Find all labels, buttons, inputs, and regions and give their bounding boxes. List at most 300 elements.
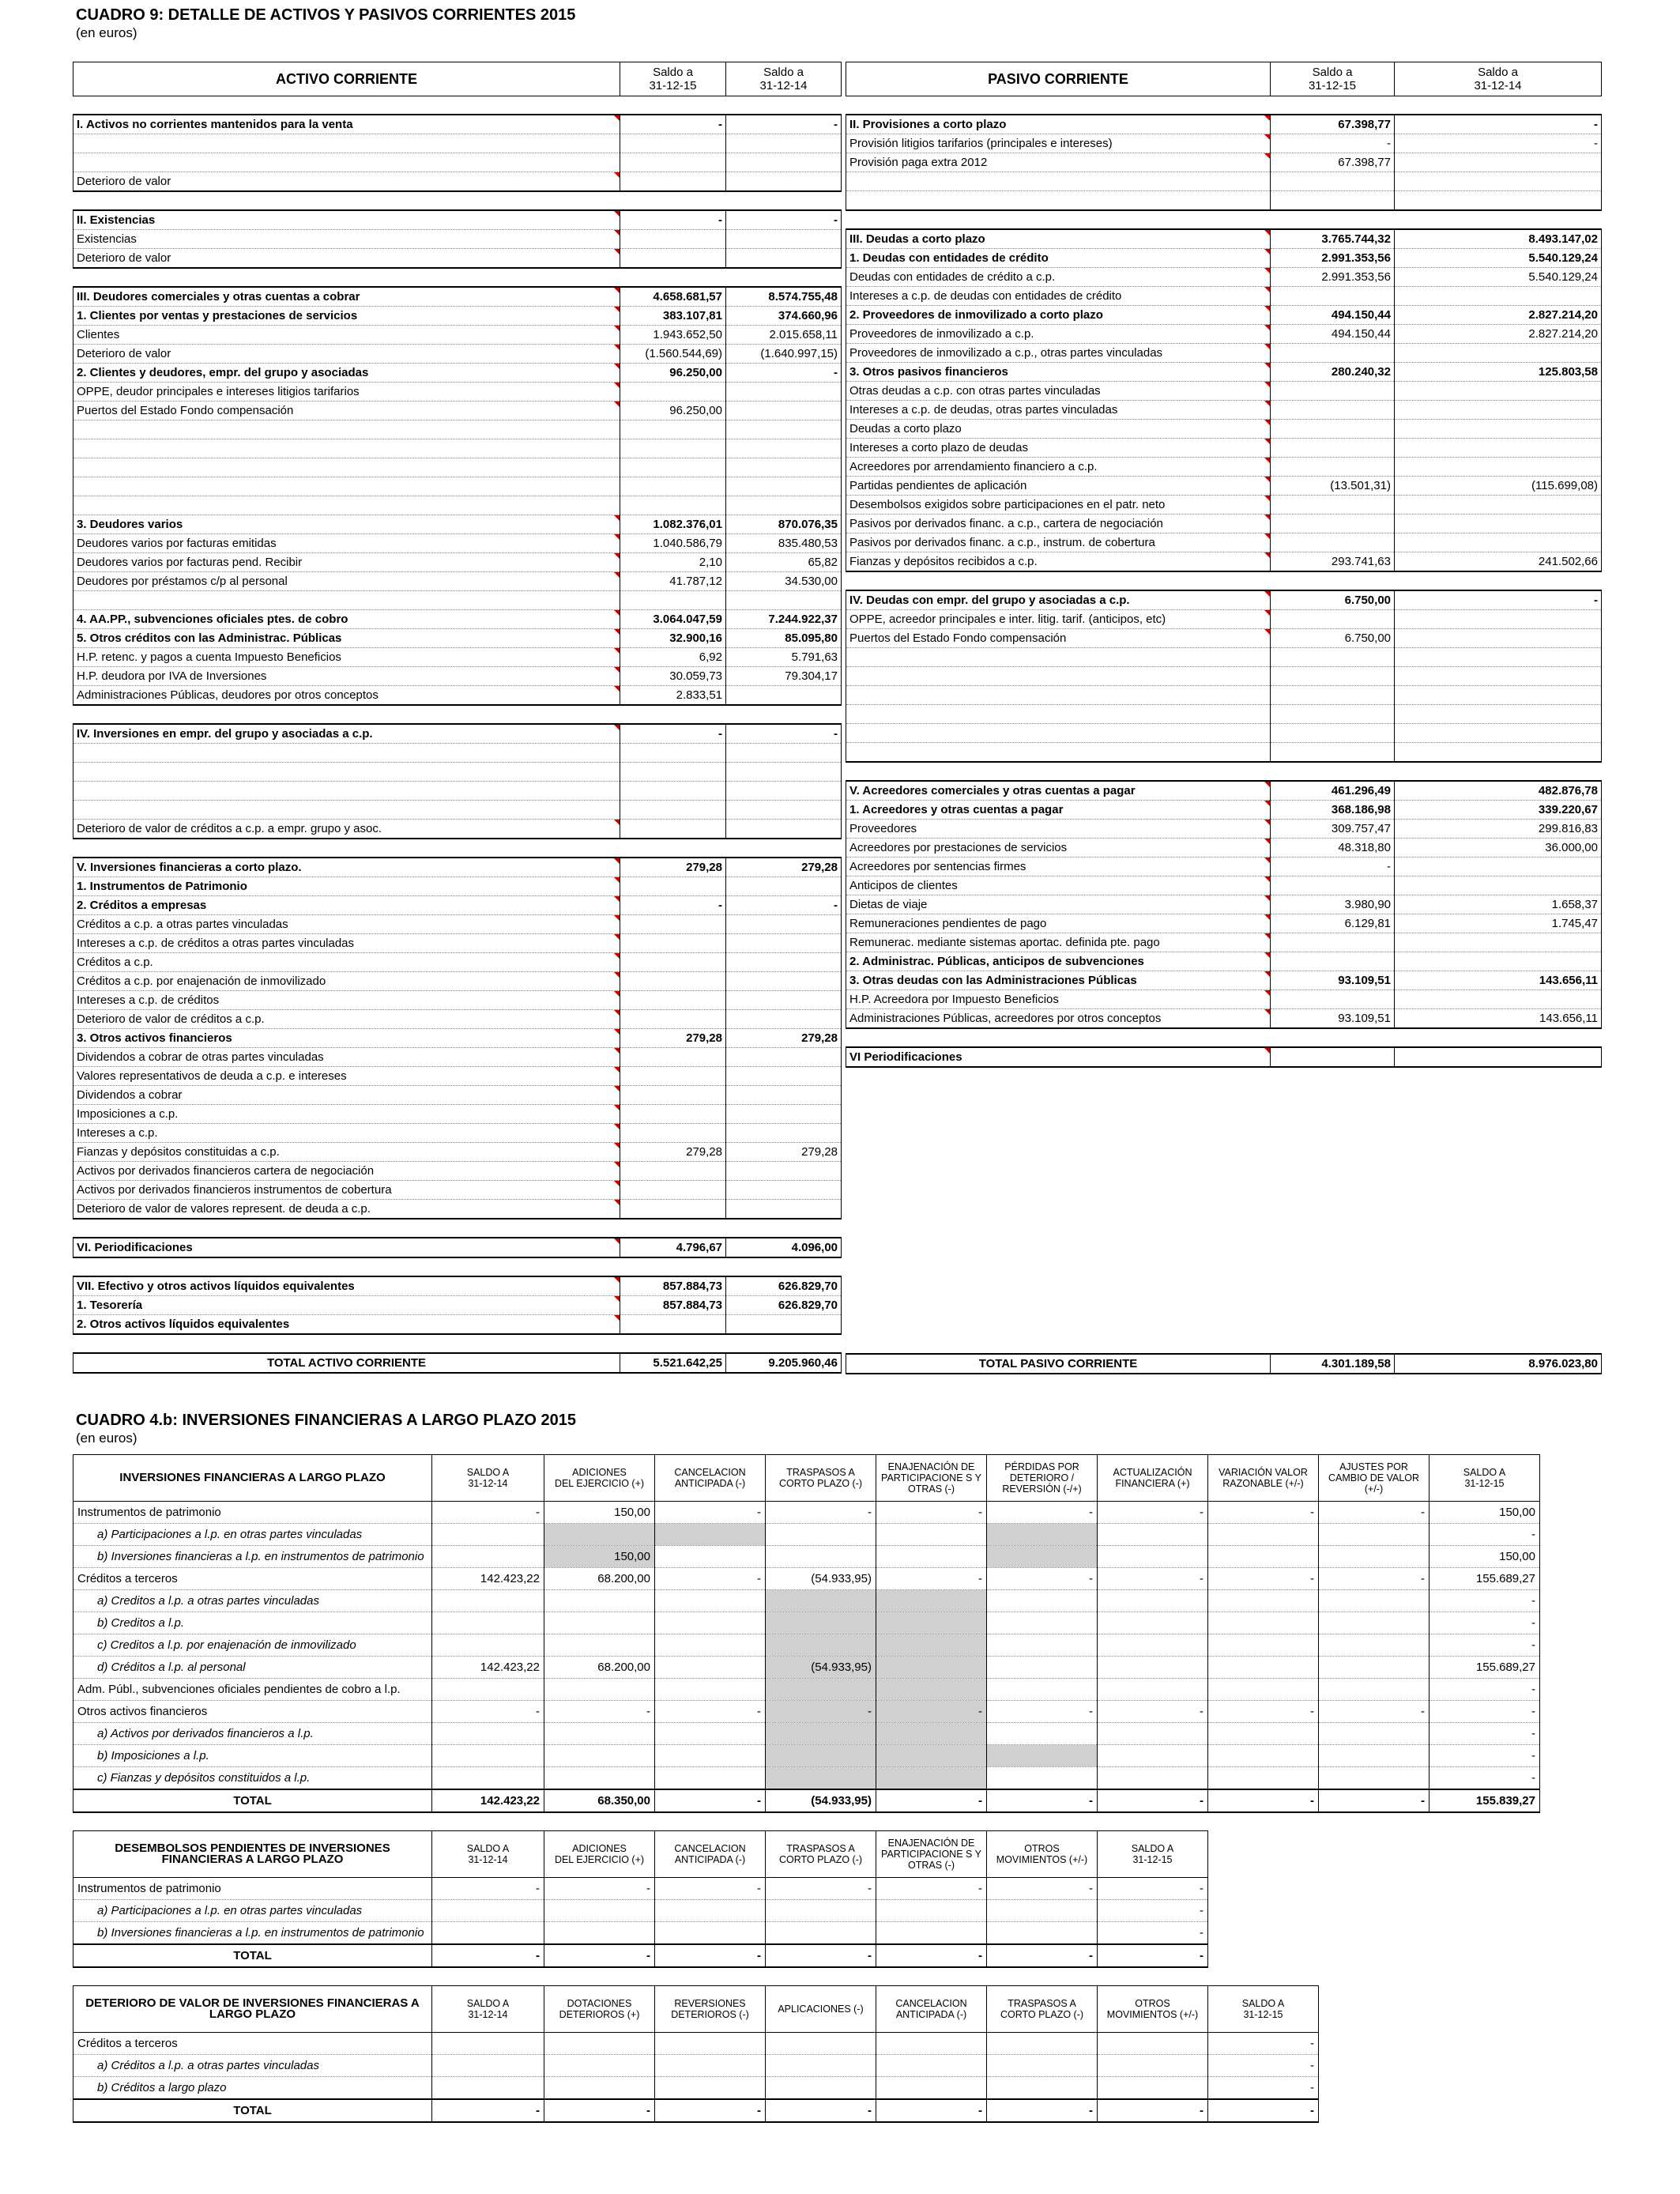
- value-2015: 30.059,73: [620, 667, 726, 686]
- value-2014: [726, 439, 842, 458]
- row-label: Instrumentos de patrimonio: [73, 1502, 432, 1524]
- row-label: b) Imposiciones a l.p.: [73, 1745, 432, 1767]
- row-label: [73, 763, 620, 782]
- row-label: [73, 744, 620, 763]
- value-2015: [1271, 533, 1395, 552]
- row-label: Deterioro de valor de créditos a c.p.: [73, 1010, 620, 1029]
- cell-value: [766, 1612, 876, 1634]
- row-label: 1. Deudas con entidades de crédito: [846, 249, 1271, 268]
- cell-value: 68.350,00: [544, 1789, 655, 1812]
- value-2015: [1271, 686, 1395, 705]
- cell-value: [987, 1590, 1098, 1612]
- row-label: Anticipos de clientes: [846, 876, 1271, 895]
- cell-value: -: [987, 1502, 1098, 1524]
- cell-value: [876, 2077, 987, 2100]
- table-row: [73, 134, 842, 153]
- value-2014: [1395, 458, 1602, 477]
- value-2014: 482.876,78: [1395, 781, 1602, 801]
- cell-value: -: [766, 1701, 876, 1723]
- cell-value: [544, 1723, 655, 1745]
- row-label: Pasivos por derivados financ. a c.p., instrum. de cobertura: [846, 533, 1271, 552]
- value-2015: 293.741,63: [1271, 552, 1395, 572]
- value-2015: [620, 972, 726, 991]
- cell-value: [1208, 1612, 1319, 1634]
- value-2015: 96.250,00: [620, 401, 726, 420]
- page-title: CUADRO 9: DETALLE DE ACTIVOS Y PASIVOS CORRIENTES 2015: [76, 6, 576, 24]
- row-label: a) Activos por derivados financieros a l.p.: [73, 1723, 432, 1745]
- cell-value: [876, 1590, 987, 1612]
- table-row: [73, 515, 842, 534]
- value-2015: 5.521.642,25: [620, 1353, 726, 1373]
- cell-value: [876, 1723, 987, 1745]
- value-2015: [620, 458, 726, 477]
- cell-value: 150,00: [544, 1546, 655, 1568]
- value-2014: 85.095,80: [726, 629, 842, 648]
- value-2014: [1395, 724, 1602, 743]
- cell-value: -: [1208, 2033, 1319, 2055]
- spacer-row: [73, 1257, 842, 1276]
- value-2014: [1395, 533, 1602, 552]
- row-label: Acreedores por sentencias firmes: [846, 858, 1271, 876]
- value-2014: (115.699,08): [1395, 477, 1602, 496]
- row-label: Valores representativos de deuda a c.p. e intereses: [73, 1067, 620, 1086]
- cell-value: -: [876, 1944, 987, 1967]
- value-2015: (1.560.544,69): [620, 345, 726, 364]
- value-2014: [1395, 990, 1602, 1009]
- cell-value: -: [1430, 1524, 1540, 1546]
- table-row: [846, 610, 1602, 629]
- row-label: Intereses a c.p. de créditos a otras partes vinculadas: [73, 934, 620, 953]
- table-row: [73, 496, 842, 515]
- cell-value: [655, 1767, 766, 1790]
- cell-value: [1098, 2055, 1208, 2077]
- row-label: Otros activos financieros: [73, 1701, 432, 1723]
- value-2015: [1271, 172, 1395, 191]
- value-2014: 125.803,58: [1395, 363, 1602, 382]
- column-header-saldo-2014: Saldo a 31-12-14: [1395, 62, 1602, 96]
- cell-value: -: [1430, 1612, 1540, 1634]
- value-2014: [726, 134, 842, 153]
- table-row: [73, 1723, 1540, 1745]
- value-2015: -: [620, 896, 726, 915]
- column-header-concept: INVERSIONES FINANCIERAS A LARGO PLAZO: [73, 1455, 432, 1502]
- value-2015: 4.658.681,57: [620, 287, 726, 307]
- cell-value: [655, 1590, 766, 1612]
- value-2015: [620, 877, 726, 896]
- row-label: Provisión paga extra 2012: [846, 153, 1271, 172]
- table-row: [73, 1276, 842, 1296]
- cell-value: [544, 1590, 655, 1612]
- row-label: a) Participaciones a l.p. en otras partes vinculadas: [73, 1900, 432, 1922]
- table-row: [846, 382, 1602, 401]
- value-2015: (13.501,31): [1271, 477, 1395, 496]
- value-2015: [620, 991, 726, 1010]
- value-2015: 6.750,00: [1271, 629, 1395, 648]
- value-2014: [1395, 648, 1602, 667]
- value-2014: 339.220,67: [1395, 801, 1602, 820]
- value-2014: [1395, 686, 1602, 705]
- value-2015: 857.884,73: [620, 1276, 726, 1296]
- cell-value: [655, 1634, 766, 1657]
- cell-value: [876, 1900, 987, 1922]
- row-label: Deterioro de valor: [73, 249, 620, 269]
- cell-value: [544, 2055, 655, 2077]
- row-label: Deterioro de valor: [73, 345, 620, 364]
- value-2015: [620, 420, 726, 439]
- value-2015: 279,28: [620, 1029, 726, 1048]
- value-2014: [726, 934, 842, 953]
- cell-value: -: [432, 1502, 544, 1524]
- row-label: 3. Deudores varios: [73, 515, 620, 534]
- spacer-row: [73, 839, 842, 858]
- value-2015: [1271, 1047, 1395, 1067]
- column-header: OTROS MOVIMIENTOS (+/-): [987, 1831, 1098, 1878]
- row-label: Créditos a c.p.: [73, 953, 620, 972]
- value-2015: [620, 1200, 726, 1220]
- row-label: [73, 477, 620, 496]
- cell-value: [766, 1546, 876, 1568]
- row-label: H.P. deudora por IVA de Inversiones: [73, 667, 620, 686]
- row-label: Fianzas y depósitos constituidas a c.p.: [73, 1143, 620, 1162]
- cell-value: [432, 1922, 544, 1945]
- cell-value: [987, 1922, 1098, 1945]
- table-row: [846, 191, 1602, 211]
- cell-value: [987, 2077, 1098, 2100]
- row-label: Fianzas y depósitos recibidos a c.p.: [846, 552, 1271, 572]
- value-2014: [726, 782, 842, 801]
- cell-value: [876, 1745, 987, 1767]
- row-label: [73, 458, 620, 477]
- table-row: [73, 1181, 842, 1200]
- row-label: Desembolsos exigidos sobre participaciones en el patr. neto: [846, 496, 1271, 515]
- column-header: TRASPASOS A CORTO PLAZO (-): [766, 1831, 876, 1878]
- spacer: [73, 268, 842, 287]
- table-row: [73, 610, 842, 629]
- cell-value: -: [1319, 1789, 1430, 1812]
- cell-value: [1319, 1546, 1430, 1568]
- row-label: [846, 172, 1271, 191]
- cell-value: -: [1430, 1679, 1540, 1701]
- value-2015: 2.991.353,56: [1271, 249, 1395, 268]
- spacer-row: [846, 762, 1602, 781]
- cell-value: -: [1098, 2099, 1208, 2122]
- table-row: [73, 401, 842, 420]
- cell-value: [766, 1745, 876, 1767]
- value-2015: 67.398,77: [1271, 153, 1395, 172]
- table-row: [846, 172, 1602, 191]
- row-label: TOTAL ACTIVO CORRIENTE: [73, 1353, 620, 1373]
- row-label: [846, 743, 1271, 763]
- value-2014: 143.656,11: [1395, 1009, 1602, 1029]
- table-row: [73, 1701, 1540, 1723]
- value-2014: -: [726, 724, 842, 744]
- value-2014: 279,28: [726, 858, 842, 877]
- column-header: APLICACIONES (-): [766, 1986, 876, 2033]
- table-row: [846, 820, 1602, 839]
- cell-value: -: [432, 1944, 544, 1967]
- cell-value: -: [1430, 1767, 1540, 1790]
- table-row: [846, 590, 1602, 610]
- value-2015: 1.082.376,01: [620, 515, 726, 534]
- row-label: a) Participaciones a l.p. en otras partes vinculadas: [73, 1524, 432, 1546]
- value-2014: [1395, 876, 1602, 895]
- spacer-row: [73, 1334, 842, 1353]
- value-2015: -: [620, 724, 726, 744]
- total-row: [73, 1789, 1540, 1812]
- value-2014: 626.829,70: [726, 1296, 842, 1315]
- cell-value: -: [432, 1701, 544, 1723]
- value-2015: [620, 1124, 726, 1143]
- table-row: [73, 439, 842, 458]
- cell-value: [655, 1524, 766, 1546]
- value-2014: -: [726, 210, 842, 230]
- value-2015: 3.064.047,59: [620, 610, 726, 629]
- table-row: [846, 876, 1602, 895]
- value-2014: [726, 1200, 842, 1220]
- value-2014: [726, 591, 842, 610]
- table-row: [73, 1524, 1540, 1546]
- table-row: [846, 743, 1602, 763]
- value-2014: [1395, 933, 1602, 952]
- cell-value: [987, 2033, 1098, 2055]
- cell-value: -: [544, 1878, 655, 1900]
- column-header: DOTACIONES DETERIOROS (+): [544, 1986, 655, 2033]
- page-subtitle: (en euros): [76, 25, 137, 40]
- table-row: [73, 591, 842, 610]
- value-2015: [1271, 743, 1395, 763]
- cell-value: -: [655, 1701, 766, 1723]
- spacer: [73, 839, 842, 858]
- spacer: [846, 210, 1602, 229]
- value-2015: 2.833,51: [620, 686, 726, 706]
- value-2015: [620, 383, 726, 401]
- row-label: [73, 439, 620, 458]
- value-2014: 241.502,66: [1395, 552, 1602, 572]
- cell-value: -: [1208, 1568, 1319, 1590]
- cell-value: -: [1098, 1922, 1208, 1945]
- table-row: [73, 1048, 842, 1067]
- value-2014: [1395, 610, 1602, 629]
- cell-value: [1098, 1590, 1208, 1612]
- cell-value: [766, 1524, 876, 1546]
- cell-value: -: [1430, 1723, 1540, 1745]
- row-label: Instrumentos de patrimonio: [73, 1878, 432, 1900]
- value-2015: [620, 134, 726, 153]
- table-row: [846, 134, 1602, 153]
- row-label: b) Créditos a largo plazo: [73, 2077, 432, 2100]
- cell-value: -: [1430, 1745, 1540, 1767]
- row-label: c) Fianzas y depósitos constituidos a l.p.: [73, 1767, 432, 1790]
- total-row: [73, 1944, 1208, 1967]
- row-label: Intereses a c.p.: [73, 1124, 620, 1143]
- table-row: [73, 896, 842, 915]
- row-label: V. Inversiones financieras a corto plazo.: [73, 858, 620, 877]
- cell-value: -: [1098, 1568, 1208, 1590]
- row-label: Deudores varios por facturas pend. Recibir: [73, 553, 620, 572]
- cell-value: [1098, 1546, 1208, 1568]
- value-2014: 1.658,37: [1395, 895, 1602, 914]
- cell-value: [876, 1634, 987, 1657]
- value-2014: [726, 915, 842, 934]
- cell-value: (54.933,95): [766, 1657, 876, 1679]
- cell-value: [544, 1900, 655, 1922]
- cell-value: -: [1319, 1701, 1430, 1723]
- spacer: [73, 191, 842, 210]
- table-row: [73, 383, 842, 401]
- value-2015: [1271, 401, 1395, 420]
- value-2015: [620, 1086, 726, 1105]
- column-header: ADICIONES DEL EJERCICIO (+): [544, 1455, 655, 1502]
- cell-value: [1208, 1745, 1319, 1767]
- table-row: [73, 801, 842, 820]
- table-row: [73, 249, 842, 269]
- table-row: [73, 477, 842, 496]
- cell-value: [432, 1524, 544, 1546]
- pasivo-total-table: [846, 1353, 1602, 1374]
- cell-value: -: [1319, 1568, 1430, 1590]
- value-2015: [1271, 515, 1395, 533]
- value-2015: 1.943.652,50: [620, 326, 726, 345]
- column-header: AJUSTES POR CAMBIO DE VALOR (+/-): [1319, 1455, 1430, 1502]
- cell-value: -: [987, 2099, 1098, 2122]
- row-label: TOTAL: [73, 1789, 432, 1812]
- header-row: [73, 1455, 1540, 1502]
- cell-value: [544, 2033, 655, 2055]
- table-row: [73, 287, 842, 307]
- value-2014: [726, 249, 842, 269]
- value-2014: 2.015.658,11: [726, 326, 842, 345]
- table-row: [73, 307, 842, 326]
- cell-value: -: [1098, 1701, 1208, 1723]
- cell-value: [432, 1767, 544, 1790]
- table-row: [846, 363, 1602, 382]
- value-2015: [620, 153, 726, 172]
- cell-value: [876, 1657, 987, 1679]
- spacer: [846, 1028, 1602, 1047]
- row-label: Provisión litigios tarifarios (principales e intereses): [846, 134, 1271, 153]
- cell-value: -: [1098, 1502, 1208, 1524]
- value-2015: [1271, 610, 1395, 629]
- cell-value: 150,00: [1430, 1546, 1540, 1568]
- row-label: OPPE, deudor principales e intereses litigios tarifarios: [73, 383, 620, 401]
- cell-value: 150,00: [1430, 1502, 1540, 1524]
- table-row: [846, 439, 1602, 458]
- value-2015: 368.186,98: [1271, 801, 1395, 820]
- table-row: [73, 1143, 842, 1162]
- row-label: Proveedores de inmovilizado a c.p., otras partes vinculadas: [846, 344, 1271, 363]
- value-2014: 279,28: [726, 1143, 842, 1162]
- value-2015: -: [620, 210, 726, 230]
- value-2015: 6,92: [620, 648, 726, 667]
- cell-value: [1208, 1767, 1319, 1790]
- value-2014: [1395, 172, 1602, 191]
- table-row: [73, 1568, 1540, 1590]
- cell-value: -: [1208, 1701, 1319, 1723]
- row-label: Remunerac. mediante sistemas aportac. definida pte. pago: [846, 933, 1271, 952]
- value-2014: 8.493.147,02: [1395, 229, 1602, 249]
- row-label: VI. Periodificaciones: [73, 1238, 620, 1257]
- cell-value: [544, 1679, 655, 1701]
- spacer: [846, 571, 1602, 590]
- value-2015: [1271, 382, 1395, 401]
- cell-value: [1098, 1634, 1208, 1657]
- spacer-row: [846, 1028, 1602, 1047]
- value-2014: [726, 820, 842, 839]
- row-label: 2. Otros activos líquidos equivalentes: [73, 1315, 620, 1335]
- table-row: [73, 1029, 842, 1048]
- cell-value: -: [876, 1502, 987, 1524]
- value-2014: [1395, 858, 1602, 876]
- row-label: [73, 782, 620, 801]
- spacer-row: [846, 96, 1602, 115]
- desembolsos-pendientes-table: [73, 1830, 1208, 1968]
- row-label: TOTAL: [73, 1944, 432, 1967]
- cell-value: -: [1430, 1701, 1540, 1723]
- cell-value: [987, 1723, 1098, 1745]
- column-header: SALDO A 31-12-14: [432, 1455, 544, 1502]
- table-row: [73, 153, 842, 172]
- value-2014: [1395, 191, 1602, 211]
- row-label: Partidas pendientes de aplicación: [846, 477, 1271, 496]
- cell-value: -: [544, 1944, 655, 1967]
- cell-value: [876, 1767, 987, 1790]
- cell-value: [876, 1546, 987, 1568]
- row-label: IV. Inversiones en empr. del grupo y asociadas a c.p.: [73, 724, 620, 744]
- row-label: c) Creditos a l.p. por enajenación de inmovilizado: [73, 1634, 432, 1657]
- column-header-concept: DETERIORO DE VALOR DE INVERSIONES FINANCIERAS A LARGO PLAZO: [73, 1986, 432, 2033]
- table-row: [73, 686, 842, 706]
- value-2015: [620, 915, 726, 934]
- cell-value: [432, 1612, 544, 1634]
- value-2014: [1395, 743, 1602, 763]
- row-label: [846, 667, 1271, 686]
- row-label: Créditos a terceros: [73, 1568, 432, 1590]
- cell-value: -: [876, 1789, 987, 1812]
- row-label: Activos por derivados financieros cartera de negociación: [73, 1162, 620, 1181]
- table-row: [73, 1124, 842, 1143]
- value-2015: [620, 953, 726, 972]
- row-label: Deudas a corto plazo: [846, 420, 1271, 439]
- column-header: CANCELACION ANTICIPADA (-): [876, 1986, 987, 2033]
- value-2015: 280.240,32: [1271, 363, 1395, 382]
- value-2014: 2.827.214,20: [1395, 325, 1602, 344]
- cell-value: [655, 1745, 766, 1767]
- row-label: Puertos del Estado Fondo compensación: [73, 401, 620, 420]
- value-2014: 34.530,00: [726, 572, 842, 591]
- cell-value: [766, 2033, 876, 2055]
- row-label: [73, 153, 620, 172]
- cell-value: -: [766, 2099, 876, 2122]
- value-2015: 279,28: [620, 858, 726, 877]
- table-row: [73, 1634, 1540, 1657]
- row-label: Acreedores por prestaciones de servicios: [846, 839, 1271, 858]
- table-row: [73, 364, 842, 383]
- table-row: [73, 724, 842, 744]
- row-label: Remuneraciones pendientes de pago: [846, 914, 1271, 933]
- table-row: [73, 763, 842, 782]
- value-2014: 4.096,00: [726, 1238, 842, 1257]
- value-2014: [1395, 667, 1602, 686]
- value-2015: 41.787,12: [620, 572, 726, 591]
- table-row: [846, 724, 1602, 743]
- row-label: 1. Tesorería: [73, 1296, 620, 1315]
- value-2014: 7.244.922,37: [726, 610, 842, 629]
- value-2014: [726, 153, 842, 172]
- value-2014: 9.205.960,46: [726, 1353, 842, 1373]
- table-row: [73, 1878, 1208, 1900]
- value-2014: 8.976.023,80: [1395, 1354, 1602, 1374]
- cell-value: [987, 1634, 1098, 1657]
